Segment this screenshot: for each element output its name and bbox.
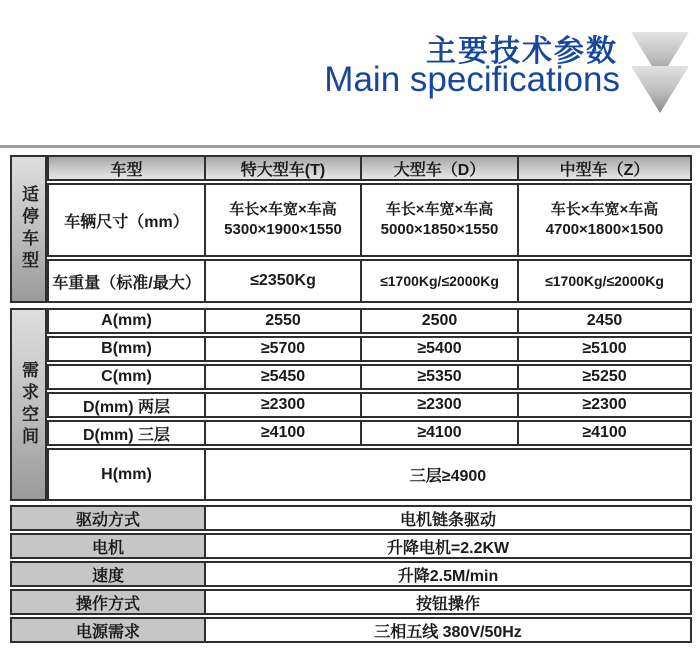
table-row-weight — [47, 259, 692, 303]
column-header: 中型车（Z） — [517, 157, 690, 179]
table-cell: 2450 — [517, 310, 690, 332]
table-row — [47, 420, 692, 446]
table-cell: 升降电机=2.2KW — [206, 535, 690, 557]
table-cell: ≥5350 — [360, 366, 517, 388]
table-cell: ≥4100 — [360, 422, 517, 444]
table-cell: 2500 — [360, 310, 517, 332]
row-label: 速度 — [12, 563, 206, 585]
row-label: 车重量（标准/最大） — [52, 274, 201, 292]
row-label: A(mm) — [101, 312, 152, 329]
table-row-drive — [10, 505, 692, 531]
table-cell: ≤2350Kg — [204, 261, 360, 301]
table-cell: ≥5700 — [204, 338, 360, 360]
section-vehicle-types — [10, 155, 692, 303]
table-cell — [360, 185, 517, 255]
table-row — [47, 336, 692, 362]
table-cell: 电机链条驱动 — [206, 507, 690, 529]
row-label: 车辆尺寸（mm） — [64, 213, 189, 231]
section-required-space — [10, 308, 692, 501]
table-cell: ≥5450 — [204, 366, 360, 388]
table-cell: ≥4100 — [204, 422, 360, 444]
row-label: 操作方式 — [12, 591, 206, 613]
chevron-down-icons — [631, 32, 689, 113]
table-cell: ≥2300 — [204, 394, 360, 416]
table-header-row — [47, 155, 692, 181]
table-cell: 三相五线 380V/50Hz — [206, 619, 690, 641]
dims-value: 5000×1850×1550 — [380, 221, 499, 238]
dims-value: 5300×1900×1550 — [224, 221, 342, 238]
table-cell: ≤1700Kg/≤2000Kg — [360, 261, 517, 301]
row-label: 驱动方式 — [12, 507, 206, 529]
table-cell-span: 三层≥4900 — [204, 450, 690, 499]
row-label: 电机 — [12, 535, 206, 557]
table-row-speed — [10, 561, 692, 587]
section-strip-required-space: 需求空间 — [10, 308, 47, 501]
dims-formula: 车长×车宽×车高 — [550, 200, 659, 218]
section-general-specs — [10, 505, 692, 643]
table-row — [47, 364, 692, 390]
table-cell: ≤1700Kg/≤2000Kg — [517, 261, 690, 301]
table-cell: 按钮操作 — [206, 591, 690, 613]
page-title-zh: 主要技术参数 — [426, 35, 618, 68]
table-cell: ≥4100 — [517, 422, 690, 444]
row-label: 电源需求 — [12, 619, 206, 641]
column-header: 特大型车(T) — [204, 157, 360, 179]
row-label: D(mm) 两层 — [82, 398, 171, 416]
dims-formula: 车长×车宽×车高 — [229, 200, 337, 218]
section-strip-vehicle-types: 适停车型 — [10, 155, 47, 303]
table-row — [47, 308, 692, 334]
row-label: H(mm) — [101, 465, 152, 483]
table-row — [47, 392, 692, 418]
dims-value: 4700×1800×1500 — [545, 221, 664, 238]
row-label: B(mm) — [101, 340, 152, 357]
table-cell: ≥5400 — [360, 338, 517, 360]
table-cell: ≥2300 — [517, 394, 690, 416]
table-cell: ≥5250 — [517, 366, 690, 388]
table-row-height — [47, 448, 692, 501]
table-row-operation — [10, 589, 692, 615]
table-cell: ≥5100 — [517, 338, 690, 360]
table-cell — [517, 185, 690, 255]
table-cell — [204, 185, 360, 255]
row-label: D(mm) 三层 — [82, 426, 171, 444]
table-row-power — [10, 617, 692, 643]
dims-formula: 车长×车宽×车高 — [385, 200, 494, 218]
table-row-motor — [10, 533, 692, 559]
row-label: C(mm) — [101, 368, 152, 385]
chevron-down-icon — [631, 66, 689, 113]
column-header: 大型车（D） — [360, 157, 517, 179]
table-row-dimensions — [47, 183, 692, 257]
table-cell: 升降2.5M/min — [206, 563, 690, 585]
column-header: 车型 — [49, 157, 204, 179]
page-title-en: Main specifications — [324, 60, 620, 99]
divider-line — [0, 145, 700, 148]
table-cell: 2550 — [204, 310, 360, 332]
table-cell: ≥2300 — [360, 394, 517, 416]
